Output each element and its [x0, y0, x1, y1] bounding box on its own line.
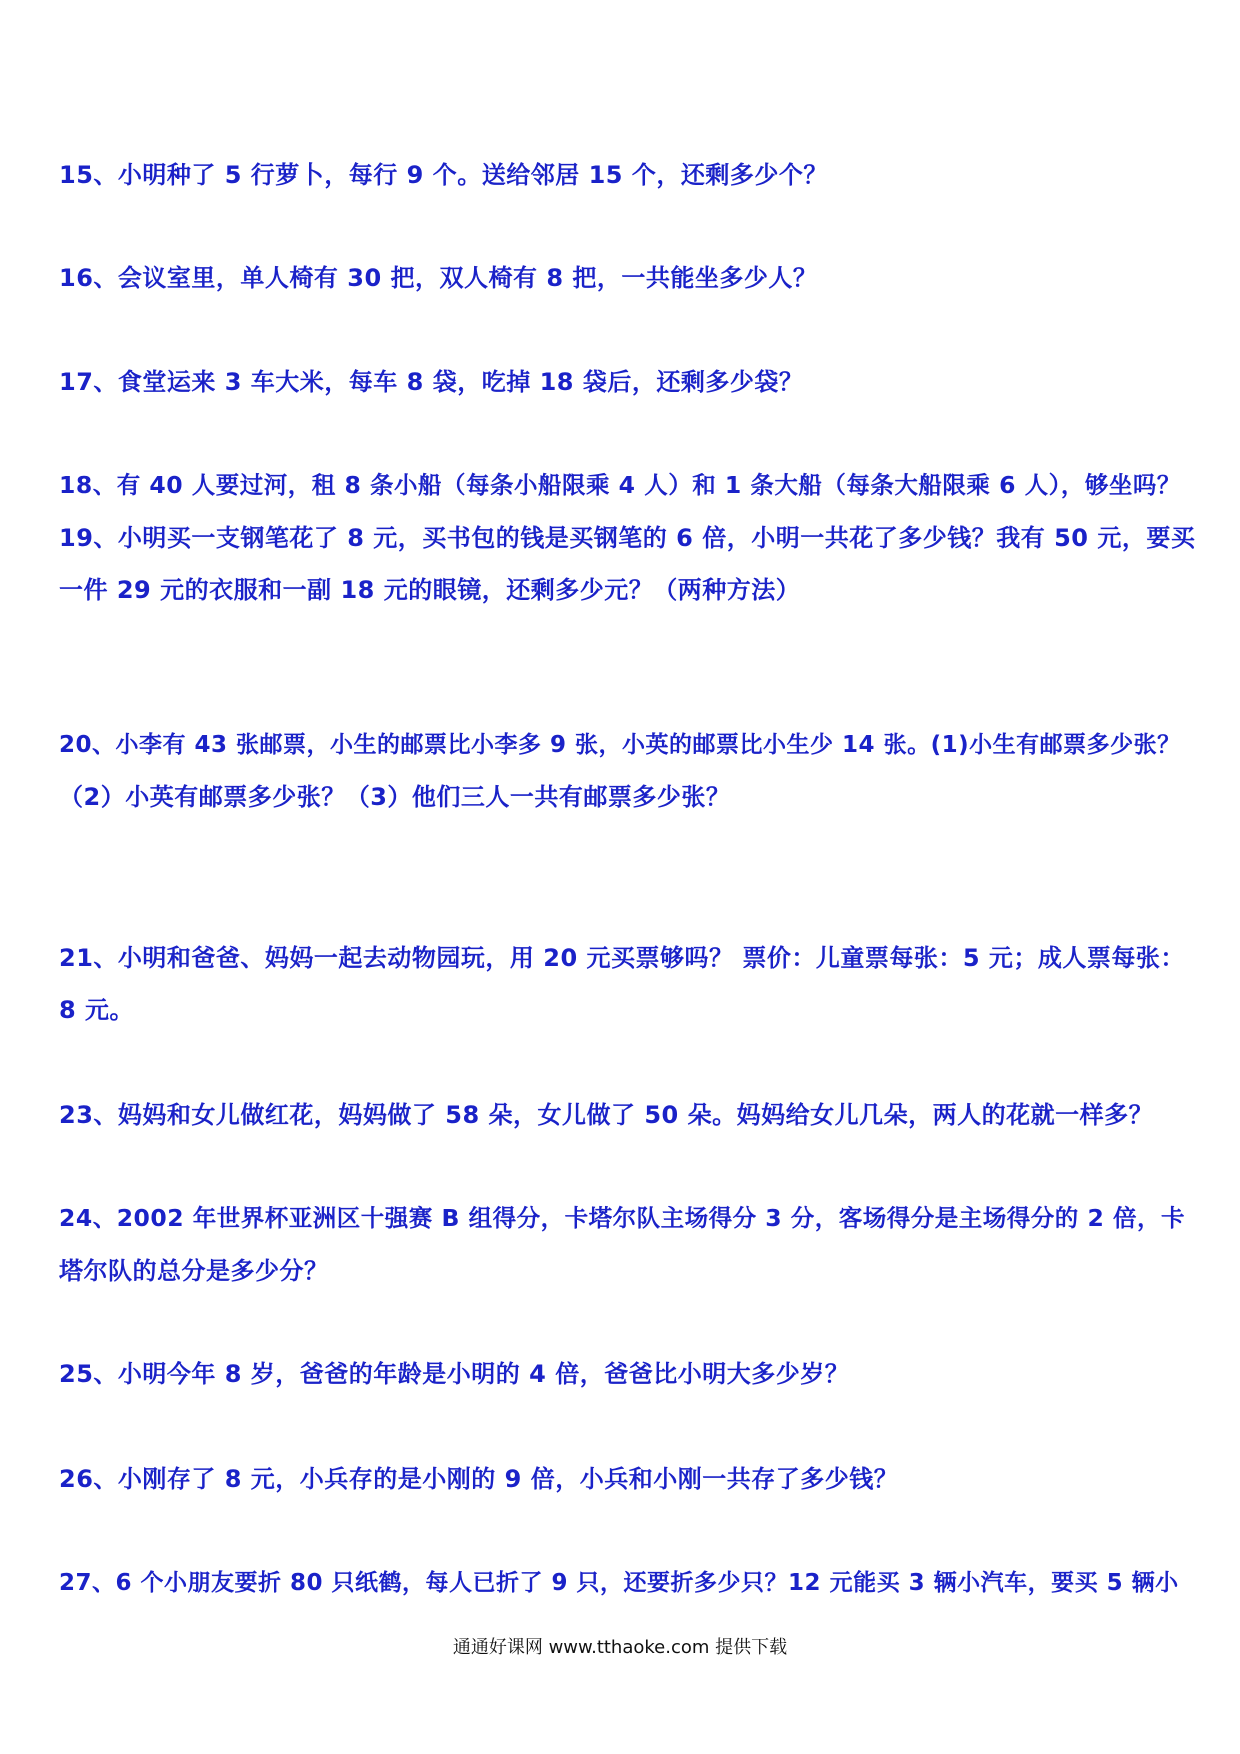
- question-17: 17、食堂运来 3 车大米，每车 8 袋，吃掉 18 袋后，还剩多少袋？: [59, 368, 804, 396]
- question-15: 15、小明种了 5 行萝卜，每行 9 个。送给邻居 15 个，还剩多少个？: [59, 161, 828, 189]
- question-19-line-2: 一件 29 元的衣服和一副 18 元的眼镜，还剩多少元？（两种方法）: [59, 576, 801, 604]
- page-footer: 通通好课网 www.tthaoke.com 提供下载: [452, 1637, 788, 1658]
- question-21-line-2: 8 元。: [59, 996, 135, 1024]
- question-24-line-2: 塔尔队的总分是多少分？: [59, 1257, 329, 1285]
- question-26: 26、小刚存了 8 元，小兵存的是小刚的 9 倍，小兵和小刚一共存了多少钱？: [59, 1465, 899, 1493]
- question-20-line-1: 20、小李有 43 张邮票，小生的邮票比小李多 9 张，小英的邮票比小生少 14 张。(1)小生有邮票多少张？: [59, 732, 1181, 758]
- question-23: 23、妈妈和女儿做红花，妈妈做了 58 朵，女儿做了 50 朵。妈妈给女儿几朵，两人的花就一样多？: [59, 1101, 1154, 1129]
- question-16: 16、会议室里，单人椅有 30 把，双人椅有 8 把，一共能坐多少人？: [59, 264, 818, 292]
- question-21-line-1: 21、小明和爸爸、妈妈一起去动物园玩，用 20 元买票够吗？ 票价：儿童票每张：5 元；成人票每张：: [59, 944, 1185, 972]
- question-19-line-1: 19、小明买一支钢笔花了 8 元，买书包的钱是买钢笔的 6 倍，小明一共花了多少钱？我有 50 元，要买: [59, 524, 1196, 552]
- question-24-line-1: 24、2002 年世界杯亚洲区十强赛 B 组得分，卡塔尔队主场得分 3 分，客场得分是主场得分的 2 倍，卡: [59, 1204, 1185, 1232]
- question-18: 18、有 40 人要过河，租 8 条小船（每条小船限乘 4 人）和 1 条大船（每条大船限乘 6 人），够坐吗？: [59, 471, 1181, 499]
- question-25: 25、小明今年 8 岁，爸爸的年龄是小明的 4 倍，爸爸比小明大多少岁？: [59, 1360, 850, 1388]
- question-27: 27、6 个小朋友要折 80 只纸鹤，每人已折了 9 只，还要折多少只？12 元能买 3 辆小汽车，要买 5 辆小: [59, 1570, 1179, 1596]
- question-20-line-2: （2）小英有邮票多少张？（3）他们三人一共有邮票多少张？: [59, 783, 731, 811]
